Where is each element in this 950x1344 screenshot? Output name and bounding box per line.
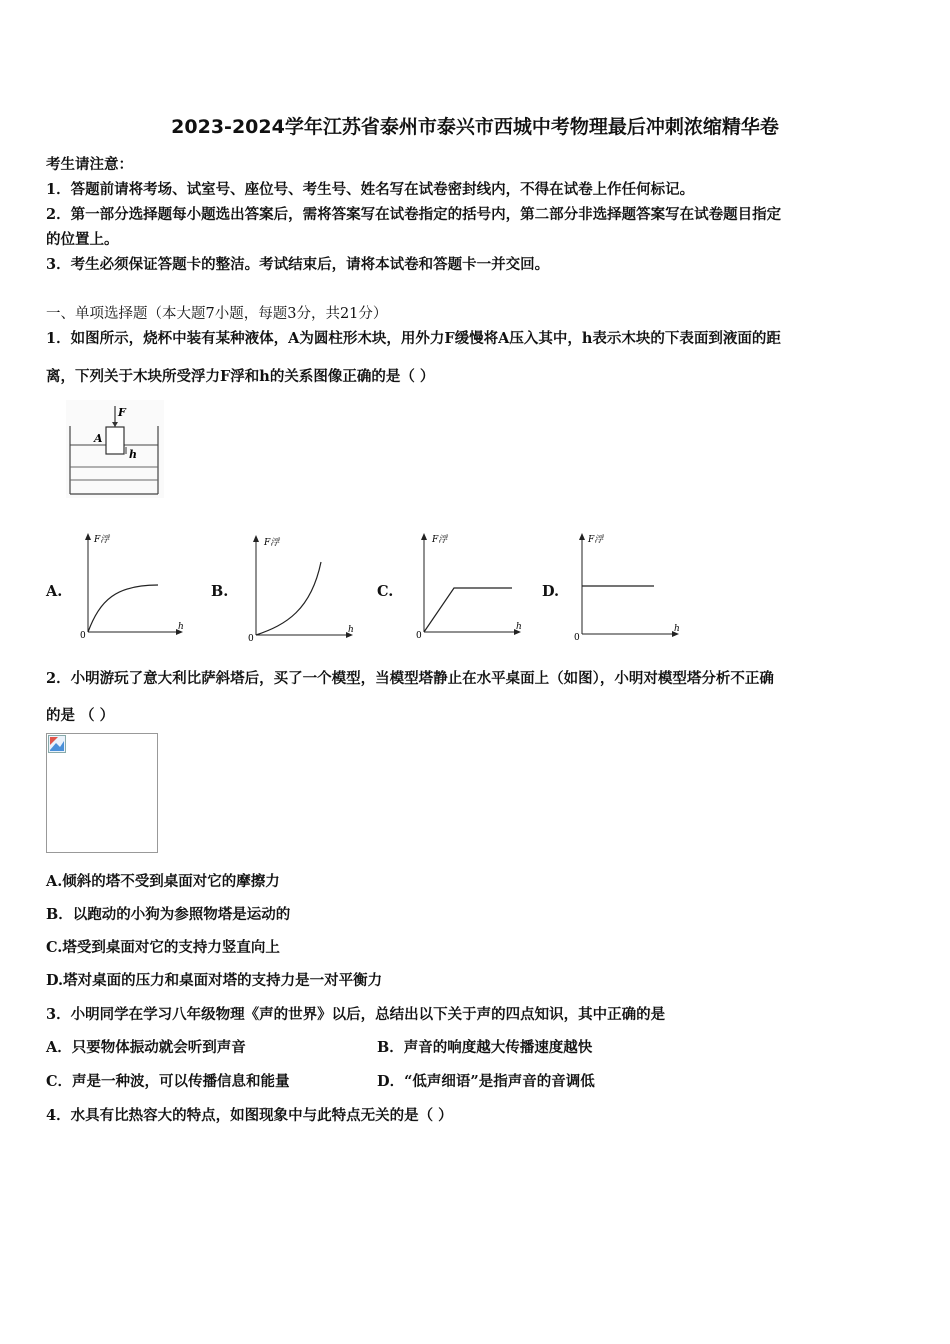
axis-x-label: h: [178, 622, 184, 632]
origin-label: 0: [574, 633, 580, 642]
graph-c: [414, 530, 524, 642]
q2-option[interactable]: A.倾斜的塔不受到桌面对它的摩擦力: [46, 873, 280, 890]
axis-y-label: F浮: [94, 535, 110, 545]
axis-x-label: h: [674, 624, 680, 634]
q1-option-d[interactable]: D.: [542, 583, 560, 600]
broken-image-icon: [48, 735, 66, 753]
axis-y-label: F浮: [588, 535, 604, 545]
q2-option[interactable]: D.塔对桌面的压力和桌面对塔的支持力是一对平衡力: [46, 972, 383, 989]
q3-option-d[interactable]: D．“低声细语”是指声音的音调低: [377, 1073, 595, 1090]
q4-stem: 4．水具有比热容大的特点，如图现象中与此特点无关的是（ ）: [46, 1107, 453, 1124]
notice-item: 1．答题前请将考场、试室号、座位号、考生号、姓名写在试卷密封线内，不得在试卷上作任何标记。: [46, 181, 695, 198]
q2-stem: 的是 （ ）: [46, 707, 115, 724]
graph-d: [572, 530, 682, 642]
q2-option[interactable]: C.塔受到桌面对它的支持力竖直向上: [46, 939, 280, 956]
axis-y-label: F浮: [264, 538, 280, 548]
q1-stem: 1．如图所示，烧杯中装有某种液体，A为圆柱形木块，用外力F缓慢将A压入其中，h表示木块的下表面到液面的距: [46, 330, 781, 347]
q3-stem: 3．小明同学在学习八年级物理《声的世界》以后，总结出以下关于声的四点知识，其中正确的是: [46, 1006, 666, 1023]
graph-a: [78, 530, 188, 642]
axis-x-label: h: [516, 622, 522, 632]
origin-label: 0: [248, 634, 254, 642]
depth-label: h: [129, 448, 137, 461]
force-label: F: [118, 406, 126, 419]
page-title: 2023-2024学年江苏省泰州市泰兴市西城中考物理最后冲刺浓缩精华卷: [171, 116, 779, 138]
beaker-figure: [66, 400, 164, 498]
origin-label: 0: [416, 631, 422, 641]
axis-y-label: F浮: [432, 535, 448, 545]
notice-item: 3．考生必须保证答题卡的整洁。考试结束后，请将本试卷和答题卡一并交回。: [46, 256, 550, 273]
q3-option-a[interactable]: A．只要物体振动就会听到声音: [46, 1039, 246, 1056]
notice-item: 2．第一部分选择题每小题选出答案后，需将答案写在试卷指定的括号内，第二部分非选择题答案写在试卷题目指定: [46, 206, 782, 223]
q1-option-b[interactable]: B.: [211, 583, 229, 600]
block-label: A: [94, 432, 103, 445]
graph-b: [246, 530, 356, 642]
notice-heading: 考生请注意：: [46, 156, 133, 173]
q1-option-a[interactable]: A.: [46, 583, 63, 600]
q1-option-c[interactable]: C.: [377, 583, 394, 600]
q2-option[interactable]: B．以跑动的小狗为参照物塔是运动的: [46, 906, 291, 923]
q2-stem: 2．小明游玩了意大利比萨斜塔后，买了一个模型，当模型塔静止在水平桌面上（如图），小明对模型塔分析不正确: [46, 670, 774, 687]
q3-option-c[interactable]: C．声是一种波，可以传播信息和能量: [46, 1073, 290, 1090]
q1-stem: 离，下列关于木块所受浮力F浮和h的关系图像正确的是（ ）: [46, 368, 435, 385]
section-heading: 一、单项选择题（本大题7小题，每题3分，共21分）: [46, 306, 388, 322]
axis-x-label: h: [348, 625, 354, 635]
origin-label: 0: [80, 631, 86, 641]
notice-item: 的位置上。: [46, 231, 119, 248]
image-placeholder: [46, 733, 158, 853]
q3-option-b[interactable]: B．声音的响度越大传播速度越快: [377, 1039, 593, 1056]
